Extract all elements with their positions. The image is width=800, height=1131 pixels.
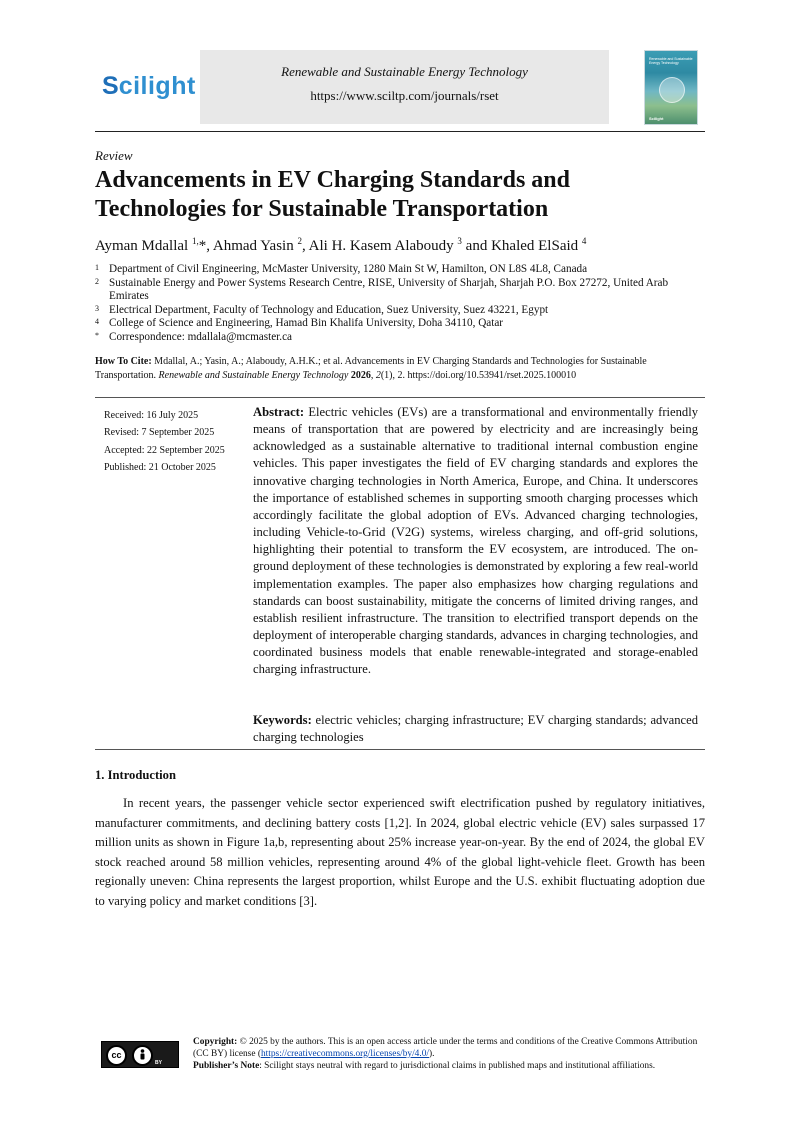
person-glyph bbox=[134, 1047, 151, 1064]
scilight-logo bbox=[102, 73, 196, 99]
citation-year: 2026 bbox=[348, 370, 371, 381]
publisher-note bbox=[193, 1061, 713, 1073]
publisher-note-label: Publisher’s Note bbox=[193, 1060, 260, 1071]
section-heading-introduction: 1. Introduction bbox=[95, 768, 176, 782]
journal-cover-image bbox=[644, 50, 698, 125]
author-affil-sup: 3 bbox=[457, 236, 462, 246]
affiliation-list bbox=[95, 263, 705, 345]
introduction-paragraph: In recent years, the passenger vehicle sector experienced swift electrification pushed by regulatory initiatives, manufacturer commitments, and declining battery costs [1,2]. In 2024, global electric vehicle (EV) sales surpassed 17 million units as shown in Figure 1a,b, representing about 25% increase year-on-year. By the end of 2024, the global EV stock reached around 58 million vehicles, representing around 4% of the global light-vehicle fleet. Growth has been regionally uneven: China represents the largest proportion, whilst Europe and the U.S. exhibit fluctuating adoption due to varying policy and market conditions [3]. bbox=[95, 796, 705, 908]
author-affil-sup: 4 bbox=[581, 236, 587, 246]
affiliation-text: Sustainable Energy and Power Systems Research Centre, RISE, University of Sharjah, Sharjah P.O. Box 27272, United Arab Emirates bbox=[109, 276, 669, 303]
abstract-text: Electric vehicles (EVs) are a transformational and environmentally friendly means of transportation that are powered by electricity and are increasingly being acknowledged as a sustainable alternative to traditional internal combustion engine vehicles. This paper investigates the field of EV charging standards and explores the innovative charging technologies in North America, Europe, and China. It underscores the importance of established schemes in supporting smooth charging processes which accordingly facilitate the global adoption of EVs. Advanced charging technologies, including Vehicle-to-Grid (V2G) systems, wireless charging, and off-grid solutions, highlighting their potential to transform the EV ecosystem, are introduced. The on-ground deployment of these technologies is demonstrated by exploring a few real-world implementation examples. The paper also emphasizes how charging regulations and standards can boost sustainability, mitigate the concerns of limited driving ranges, and establish resilient infrastructure. The transition to electrified transport depends on the deployment of interoperable charging standards, advances in charging technologies, and coordinated business models that enable renewable-integrated and storage-enabled charging infrastructure. bbox=[253, 405, 698, 677]
citation-separator: , bbox=[370, 370, 376, 381]
date-published: Published: 21 October 2025 bbox=[104, 462, 216, 474]
cover-title: Renewable and Sustainable Energy Technology bbox=[649, 57, 693, 65]
author-name: Ahmad Yasin bbox=[212, 238, 294, 254]
article-type: Review bbox=[95, 148, 133, 163]
article-title: Advancements in EV Charging Standards and Technologies for Sustainable Transportation bbox=[95, 167, 570, 222]
affiliation-item bbox=[95, 277, 705, 304]
logo-mark: S bbox=[102, 71, 119, 100]
author-separator: , bbox=[301, 238, 309, 254]
keywords-label: Keywords: bbox=[253, 713, 312, 727]
author-name: Ayman Mdallal bbox=[95, 238, 189, 254]
affiliation-number: 1 bbox=[95, 263, 99, 272]
abstract-top-divider bbox=[95, 397, 705, 398]
how-to-cite bbox=[95, 355, 705, 383]
affiliation-text: Department of Civil Engineering, McMaster University, 1280 Main St W, Hamilton, ON L8S 4L8, Canada bbox=[109, 263, 588, 275]
publication-dates bbox=[104, 407, 225, 477]
affiliation-number: 3 bbox=[95, 303, 99, 313]
copyright-text-end: ). bbox=[429, 1048, 435, 1059]
by-label: BY bbox=[155, 1060, 162, 1066]
author-name: Ali H. Kasem Alaboudy bbox=[308, 238, 454, 254]
cc-icon: cc bbox=[106, 1045, 127, 1066]
keywords bbox=[253, 712, 698, 746]
publisher-note-text: : Scilight stays neutral with regard to jurisdictional claims in published maps and institutional affiliations. bbox=[259, 1060, 656, 1071]
date-accepted: Accepted: 22 September 2025 bbox=[104, 444, 225, 456]
affiliation-item bbox=[95, 263, 705, 277]
affiliation-item bbox=[95, 304, 705, 318]
author-name: Khaled ElSaid bbox=[491, 238, 579, 254]
author-separator: , bbox=[206, 238, 213, 254]
citation-doi[interactable]: (1), 2. https://doi.org/10.53941/rset.2025.100010 bbox=[380, 370, 577, 381]
author-affil-sup: 2 bbox=[297, 236, 302, 246]
copyright-label: Copyright: bbox=[193, 1037, 238, 1047]
author-list bbox=[95, 236, 586, 255]
copyright-text: © 2025 by the authors. This is an open access article under the terms and conditions of the Creative Commons Attribution (CC BY) license ( bbox=[193, 1037, 698, 1059]
affiliation-text: Electrical Department, Faculty of Technology and Education, Suez University, Suez 43221, Egypt bbox=[109, 303, 549, 316]
header-divider bbox=[95, 131, 705, 132]
copyright-note bbox=[193, 1037, 713, 1061]
citation-text: Mdallal, A.; Yasin, A.; Alaboudy, A.H.K.; et al. Advancements in EV Charging Standards and Technologies for Sustainable Transportation. bbox=[95, 356, 647, 381]
journal-name: Renewable and Sustainable Energy Technology bbox=[281, 64, 528, 79]
date-revised: Revised: 7 September 2025 bbox=[104, 427, 215, 439]
correspondence-email[interactable]: Correspondence: mdallala@mcmaster.ca bbox=[109, 330, 293, 343]
by-person-icon bbox=[132, 1045, 153, 1066]
affiliation-text: College of Science and Engineering, Hamad Bin Khalifa University, Doha 34110, Qatar bbox=[109, 317, 504, 330]
abstract bbox=[253, 404, 698, 679]
date-received: Received: 16 July 2025 bbox=[104, 410, 199, 421]
keywords-text: electric vehicles; charging infrastructure; EV charging standards; advanced charging technologies bbox=[253, 713, 698, 745]
cover-graphic bbox=[659, 77, 685, 103]
affiliation-item bbox=[95, 317, 705, 331]
author-separator: and bbox=[461, 238, 492, 254]
journal-url-link[interactable]: https://www.sciltp.com/journals/rset bbox=[310, 88, 499, 103]
author-affil-sup: 1, bbox=[191, 236, 199, 246]
correspondence-mark: * bbox=[95, 330, 99, 340]
affiliation-number: 4 bbox=[95, 317, 99, 327]
abstract-label: Abstract: bbox=[253, 405, 305, 419]
corresponding-mark: * bbox=[198, 238, 207, 254]
journal-banner bbox=[200, 50, 609, 124]
license-link[interactable]: https://creativecommons.org/licenses/by/4.0/ bbox=[260, 1048, 429, 1059]
affiliation-number: 2 bbox=[95, 276, 99, 286]
citation-volume: 2 bbox=[375, 370, 381, 381]
how-to-cite-label: How To Cite: bbox=[95, 356, 152, 367]
abstract-bottom-divider bbox=[95, 749, 705, 750]
correspondence-item bbox=[95, 331, 705, 345]
cover-brand: Scilight bbox=[649, 116, 664, 121]
footer-notes bbox=[193, 1037, 713, 1072]
cc-by-license-badge[interactable] bbox=[101, 1041, 179, 1068]
citation-journal: Renewable and Sustainable Energy Technology bbox=[158, 370, 349, 381]
logo-text: cilight bbox=[118, 71, 196, 100]
